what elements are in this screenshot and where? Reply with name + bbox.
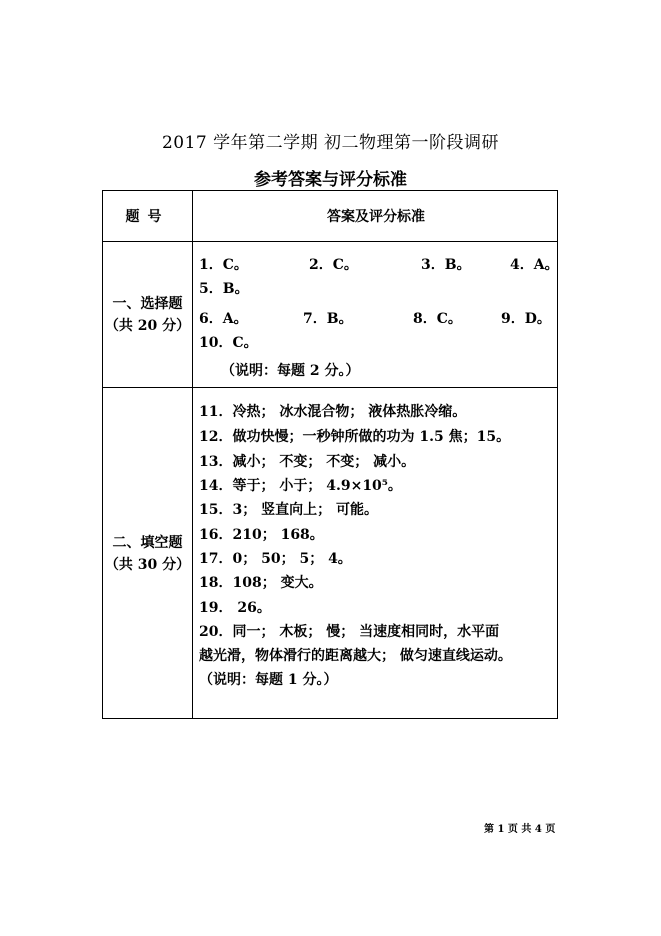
answer-line: 19． 26。 (199, 600, 271, 616)
answer-line: 17．0； 50； 5； 4。 (199, 551, 352, 567)
answer-line: 14．等于； 小于； 4.9×10⁵。 (199, 478, 402, 494)
answer-table (102, 190, 558, 719)
scoring-note: （说明：每题 2 分。） (221, 363, 360, 379)
answer-item: 9．D。 (501, 311, 551, 327)
answer-line: 20．同一； 木板； 慢； 当速度相同时，水平面 (199, 624, 500, 640)
header-answer-criteria: 答案及评分标准 (327, 209, 425, 225)
answer-line: 18．108； 变大。 (199, 575, 323, 591)
answer-line: 12．做功快慢；一秒钟所做的功为 1.5 焦；15。 (199, 429, 511, 445)
row-divider-header (103, 241, 557, 242)
page-subtitle: 参考答案与评分标准 (254, 170, 407, 190)
page-footer: 第 1 页 共 4 页 (484, 824, 556, 835)
header-question-number: 题号 (125, 209, 170, 225)
answer-line: 11．冷热； 冰水混合物； 液体热胀冷缩。 (199, 404, 467, 420)
answer-item: 10．C。 (199, 335, 258, 351)
choice-answers (199, 254, 559, 384)
answer-line: 16．210； 168。 (199, 527, 324, 543)
section-label-fill (103, 532, 192, 576)
section-label-points: （共 20 分） (104, 318, 191, 334)
answer-item: 3．B。 (421, 257, 471, 273)
answer-line: 13．减小； 不变； 不变； 减小。 (199, 454, 416, 470)
fill-answers (199, 401, 555, 711)
answer-line: 越光滑，物体滑行的距离越大； 做匀速直线运动。 (199, 648, 512, 664)
section-label-title: 一、选择题 (112, 296, 183, 312)
row-divider-section (103, 387, 557, 388)
column-divider (192, 191, 193, 718)
answer-item: 1．C。 (199, 257, 248, 273)
section-label-choice (103, 293, 192, 337)
answer-line: （说明：每题 1 分。） (199, 672, 338, 688)
section-label-points: （共 30 分） (104, 557, 191, 573)
answer-line: 15．3； 竖直向上； 可能。 (199, 502, 378, 518)
section-label-title: 二、填空题 (112, 535, 183, 551)
answer-item: 7．B。 (303, 311, 353, 327)
answer-item: 8．C。 (413, 311, 462, 327)
answer-item: 5．B。 (199, 281, 249, 297)
answer-item: 6．A。 (199, 311, 248, 327)
page-title: 2017 学年第二学期 初二物理第一阶段调研 (161, 133, 500, 153)
answer-item: 2．C。 (309, 257, 358, 273)
answer-item: 4．A。 (510, 257, 559, 273)
